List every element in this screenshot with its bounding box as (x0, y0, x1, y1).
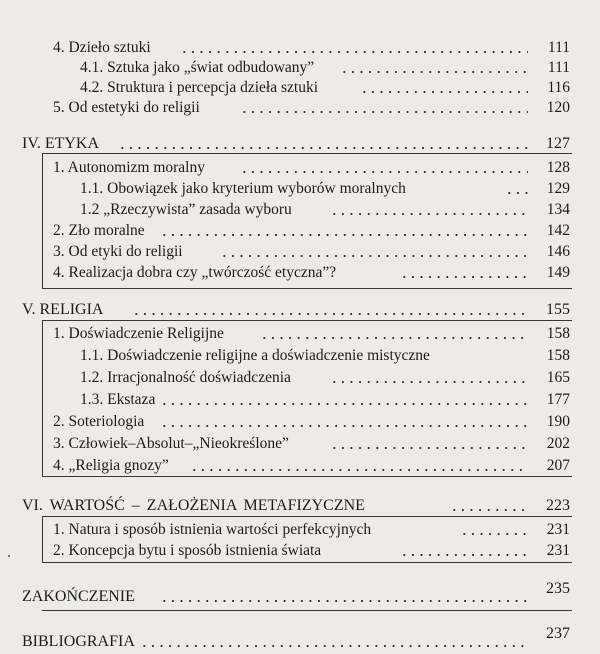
toc-entry-title: 3. Człowiek–Absolut–„Nieokreślone” (53, 432, 292, 456)
toc-entry (0, 322, 600, 346)
toc-entry (0, 410, 600, 434)
toc-entry-title: 1.1. Obowiązek jako kryterium wyborów moralnych (80, 177, 409, 201)
toc-leader-dots (240, 171, 528, 173)
toc-entry-page: 127 (543, 132, 570, 156)
toc-entry-page: 120 (544, 96, 570, 120)
toc-entry-page: 207 (544, 454, 570, 478)
toc-entry-page: 111 (545, 56, 570, 80)
toc-leader-dots (360, 91, 528, 93)
toc-entry-page: 134 (544, 198, 570, 222)
toc-entry (0, 366, 600, 390)
toc-leader-dots (330, 447, 528, 449)
toc-section-rule (42, 562, 572, 563)
toc-entry-page: 116 (544, 76, 570, 100)
toc-entry-page: 202 (544, 432, 570, 456)
toc-entry-page: 158 (544, 322, 570, 346)
toc-entry-title: 2. Soteriologia (53, 410, 147, 434)
toc-entry-page: 177 (544, 388, 570, 412)
toc-entry-title: 4. Dzieło sztuki (53, 36, 154, 60)
toc-entry-page: 231 (544, 539, 570, 563)
toc-leader-dots (140, 645, 528, 647)
toc-section-rule (42, 476, 572, 477)
toc-leader-dots (118, 147, 528, 149)
toc-entry-page: 165 (544, 366, 570, 390)
toc-entry (0, 344, 600, 368)
toc-entry-title: 1. Doświadczenie Religijne (53, 322, 227, 346)
toc-leader-dots (160, 600, 528, 602)
toc-leader-dots (460, 533, 528, 535)
toc-entry-title: 1. Autonomizm moralny (53, 156, 208, 180)
toc-entry (0, 432, 600, 456)
toc-leader-dots (240, 111, 528, 113)
toc-entry-page: 237 (543, 622, 570, 646)
toc-entry-page: 190 (544, 410, 570, 434)
toc-entry-page: 129 (544, 177, 570, 201)
toc-leader-dots (160, 425, 528, 427)
toc-leader-dots (400, 554, 528, 556)
toc-entry-title: 2. Koncepcja bytu i sposób istnienia świata (53, 539, 324, 563)
toc-entry-page: 158 (544, 344, 570, 368)
toc-entry-title: 1.2 „Rzeczywista” zasada wyboru (80, 198, 295, 222)
toc-leader-dots (190, 469, 528, 471)
toc-section-rule (42, 153, 572, 154)
toc-entry-title: IV. ETYKA (22, 132, 102, 156)
toc-chapter-bibliografia (0, 625, 600, 654)
toc-entry-title: 3. Od etyki do religii (53, 240, 186, 264)
toc-entry-title: ZAKOŃCZENIE (22, 585, 138, 609)
toc-entry (0, 539, 600, 563)
toc-entry-title: 4.2. Struktura i percepcja dzieła sztuki (80, 76, 321, 100)
toc-entry-page: 231 (544, 518, 570, 542)
toc-entry-title: 4.1. Sztuka jako „świat odbudowany” (80, 56, 317, 80)
toc-chapter-zakonczenie (0, 580, 600, 609)
toc-entry-title: 5. Od estetyki do religii (53, 96, 203, 120)
toc-leader-dots (330, 381, 528, 383)
toc-entry (0, 454, 600, 478)
toc-leader-dots (330, 213, 528, 215)
toc-leader-dots (450, 509, 528, 511)
toc-leader-dots (260, 337, 528, 339)
toc-margin-rule (42, 516, 43, 562)
toc-entry-title: 2. Zło moralne (53, 219, 148, 243)
toc-entry (0, 388, 600, 412)
toc-leader-dots (180, 51, 528, 53)
toc-entry-page: 223 (543, 494, 570, 518)
toc-section-rule (42, 516, 572, 517)
toc-leader-dots (160, 403, 528, 405)
stray-mark (8, 555, 10, 557)
toc-entry-title: 4. „Religia gnozy” (53, 454, 172, 478)
toc-margin-rule (42, 320, 43, 476)
toc-entry-page: 128 (544, 156, 570, 180)
toc-entry-title: 1. Natura i sposób istnienia wartości perfekcyjnych (53, 518, 374, 542)
toc-entry-page: 235 (543, 577, 570, 601)
toc-entry-title: VI. WARTOŚĆ – ZAŁOŻENIA METAFIZYCZNE (22, 494, 368, 518)
toc-leader-dots (525, 359, 528, 361)
toc-chapter-wartosc (0, 494, 600, 518)
toc-entry-title: 1.1. Doświadczenie religijne a doświadczenie mistyczne (80, 344, 433, 368)
toc-section-rule (42, 288, 572, 289)
toc-section-rule (42, 320, 572, 321)
toc-entry-title: 4. Realizacja dobra czy „twórczość etyczna”? (53, 261, 339, 285)
toc-entry-page: 146 (544, 240, 570, 264)
toc-leader-dots (160, 234, 528, 236)
toc-entry-page: 142 (544, 219, 570, 243)
toc-entry-title: BIBLIOGRAFIA (22, 630, 138, 654)
toc-margin-rule (42, 153, 43, 289)
toc-section-rule (42, 610, 572, 611)
toc-entry-title: 1.2. Irracjonalność doświadczenia (80, 366, 294, 390)
toc-chapter-religia (0, 298, 600, 322)
toc-leader-dots (505, 192, 528, 194)
toc-entry-title: 1.3. Ekstaza (80, 388, 158, 412)
toc-entry-title: V. RELIGIA (22, 298, 106, 322)
toc-leader-dots (400, 276, 528, 278)
toc-leader-dots (340, 71, 528, 73)
toc-entry-page: 149 (544, 261, 570, 285)
toc-entry-page: 155 (543, 298, 570, 322)
toc-leader-dots (132, 313, 528, 315)
toc-leader-dots (220, 255, 528, 257)
toc-entry-page: 111 (545, 36, 570, 60)
toc-entry (0, 261, 600, 285)
